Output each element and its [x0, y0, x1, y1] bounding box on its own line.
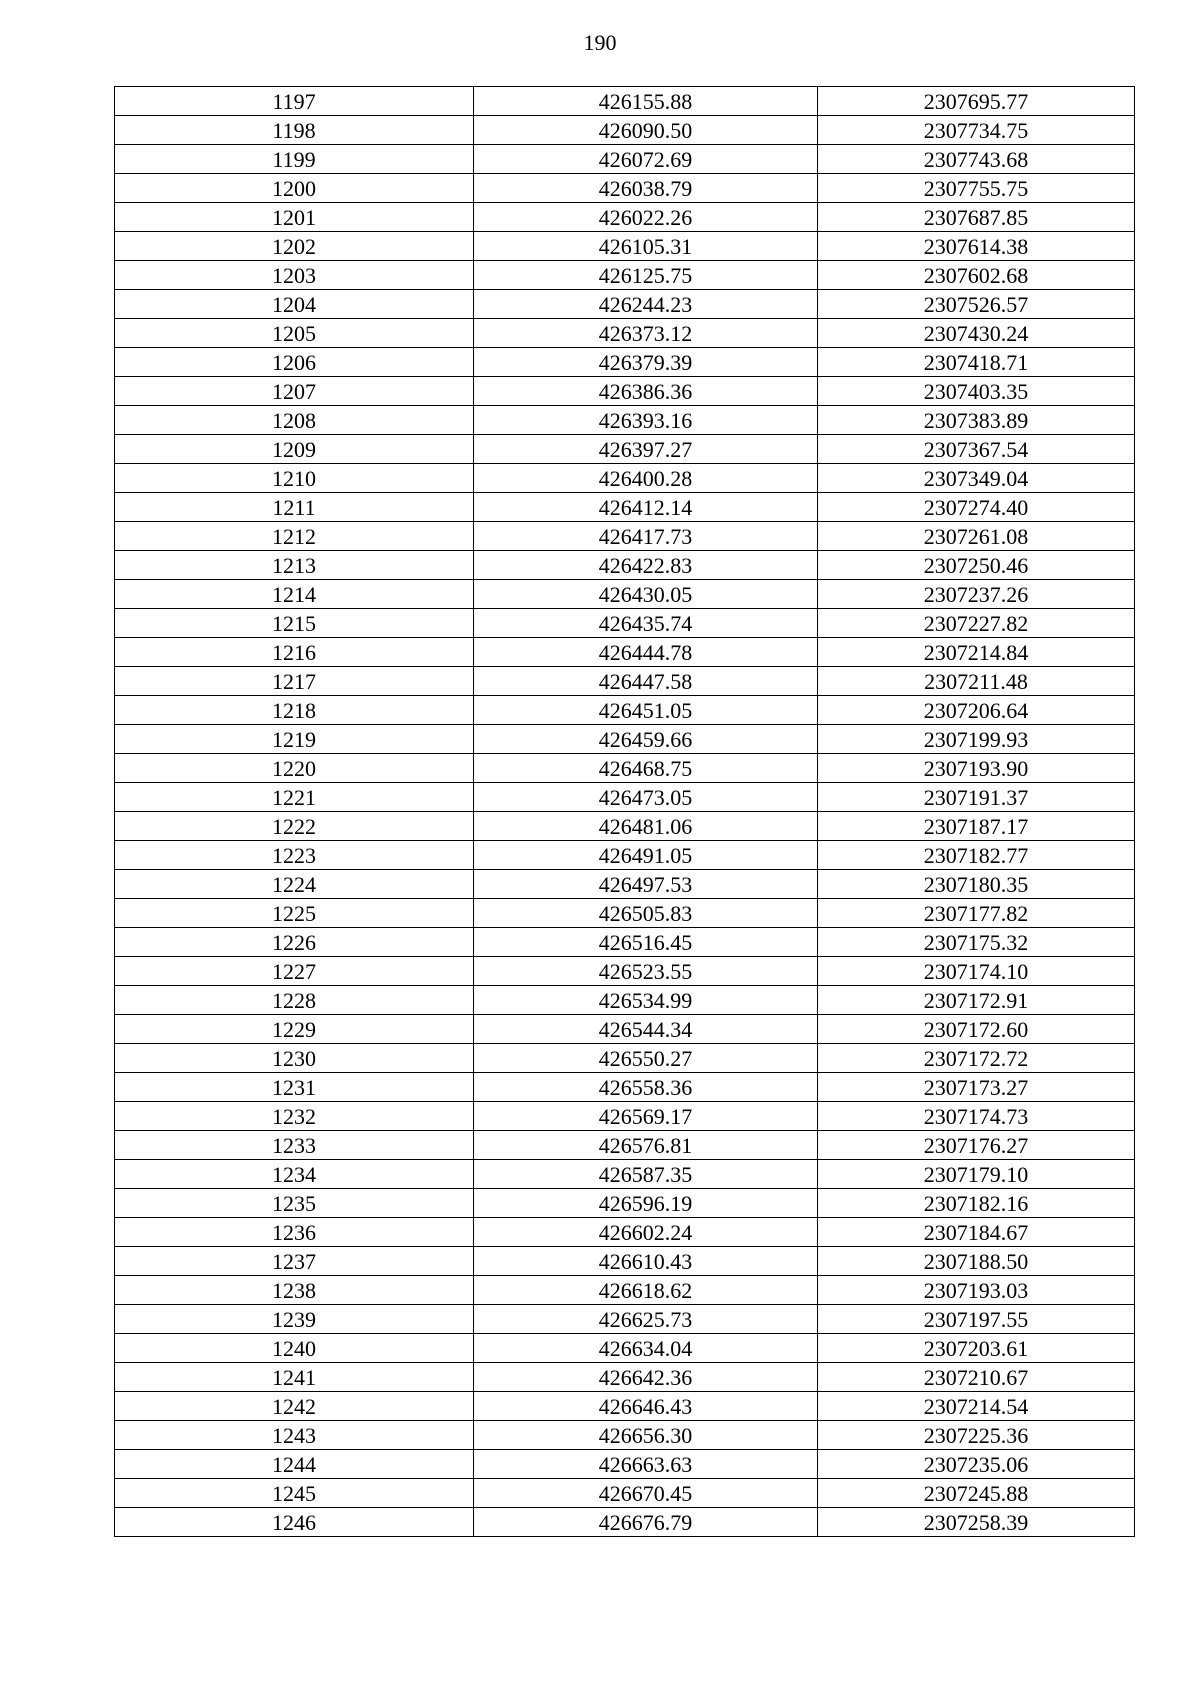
- x-coordinate-cell: 426642.36: [474, 1363, 818, 1392]
- table-row: [115, 812, 1135, 841]
- x-coordinate-cell: 426670.45: [474, 1479, 818, 1508]
- y-coordinate-cell: 2307349.04: [818, 464, 1135, 493]
- y-coordinate-cell: 2307214.54: [818, 1392, 1135, 1421]
- point-number-cell: 1239: [115, 1305, 474, 1334]
- y-coordinate-cell: 2307188.50: [818, 1247, 1135, 1276]
- table-row: [115, 203, 1135, 232]
- point-number-cell: 1236: [115, 1218, 474, 1247]
- y-coordinate-cell: 2307172.91: [818, 986, 1135, 1015]
- y-coordinate-cell: 2307602.68: [818, 261, 1135, 290]
- y-coordinate-cell: 2307191.37: [818, 783, 1135, 812]
- table-row: [115, 1218, 1135, 1247]
- point-number-cell: 1198: [115, 116, 474, 145]
- point-number-cell: 1221: [115, 783, 474, 812]
- y-coordinate-cell: 2307193.90: [818, 754, 1135, 783]
- y-coordinate-cell: 2307383.89: [818, 406, 1135, 435]
- table-row: [115, 754, 1135, 783]
- x-coordinate-cell: 426534.99: [474, 986, 818, 1015]
- y-coordinate-cell: 2307235.06: [818, 1450, 1135, 1479]
- x-coordinate-cell: 426569.17: [474, 1102, 818, 1131]
- table-row: [115, 1131, 1135, 1160]
- point-number-cell: 1234: [115, 1160, 474, 1189]
- y-coordinate-cell: 2307211.48: [818, 667, 1135, 696]
- y-coordinate-cell: 2307526.57: [818, 290, 1135, 319]
- point-number-cell: 1242: [115, 1392, 474, 1421]
- table-row: [115, 1102, 1135, 1131]
- y-coordinate-cell: 2307261.08: [818, 522, 1135, 551]
- point-number-cell: 1215: [115, 609, 474, 638]
- point-number-cell: 1243: [115, 1421, 474, 1450]
- point-number-cell: 1207: [115, 377, 474, 406]
- table-row: [115, 174, 1135, 203]
- page-number: 190: [583, 30, 617, 55]
- y-coordinate-cell: 2307197.55: [818, 1305, 1135, 1334]
- point-number-cell: 1233: [115, 1131, 474, 1160]
- table-row: [115, 783, 1135, 812]
- table-row: [115, 725, 1135, 754]
- point-number-cell: 1223: [115, 841, 474, 870]
- x-coordinate-cell: 426105.31: [474, 232, 818, 261]
- point-number-cell: 1224: [115, 870, 474, 899]
- point-number-cell: 1208: [115, 406, 474, 435]
- x-coordinate-cell: 426397.27: [474, 435, 818, 464]
- point-number-cell: 1238: [115, 1276, 474, 1305]
- table-row: [115, 522, 1135, 551]
- x-coordinate-cell: 426400.28: [474, 464, 818, 493]
- point-number-cell: 1209: [115, 435, 474, 464]
- table-row: [115, 1305, 1135, 1334]
- y-coordinate-cell: 2307199.93: [818, 725, 1135, 754]
- x-coordinate-cell: 426610.43: [474, 1247, 818, 1276]
- x-coordinate-cell: 426625.73: [474, 1305, 818, 1334]
- point-number-cell: 1205: [115, 319, 474, 348]
- point-number-cell: 1230: [115, 1044, 474, 1073]
- table-row: [115, 290, 1135, 319]
- point-number-cell: 1241: [115, 1363, 474, 1392]
- x-coordinate-cell: 426634.04: [474, 1334, 818, 1363]
- table-row: [115, 348, 1135, 377]
- table-row: [115, 696, 1135, 725]
- coordinates-table-body: [115, 87, 1135, 1537]
- x-coordinate-cell: 426459.66: [474, 725, 818, 754]
- y-coordinate-cell: 2307184.67: [818, 1218, 1135, 1247]
- y-coordinate-cell: 2307614.38: [818, 232, 1135, 261]
- point-number-cell: 1201: [115, 203, 474, 232]
- table-row: [115, 377, 1135, 406]
- y-coordinate-cell: 2307743.68: [818, 145, 1135, 174]
- point-number-cell: 1203: [115, 261, 474, 290]
- point-number-cell: 1232: [115, 1102, 474, 1131]
- point-number-cell: 1225: [115, 899, 474, 928]
- table-row: [115, 1189, 1135, 1218]
- point-number-cell: 1217: [115, 667, 474, 696]
- x-coordinate-cell: 426663.63: [474, 1450, 818, 1479]
- y-coordinate-cell: 2307430.24: [818, 319, 1135, 348]
- point-number-cell: 1227: [115, 957, 474, 986]
- table-row: [115, 493, 1135, 522]
- table-row: [115, 1073, 1135, 1102]
- x-coordinate-cell: 426417.73: [474, 522, 818, 551]
- table-row: [115, 435, 1135, 464]
- y-coordinate-cell: 2307237.26: [818, 580, 1135, 609]
- y-coordinate-cell: 2307175.32: [818, 928, 1135, 957]
- point-number-cell: 1216: [115, 638, 474, 667]
- point-number-cell: 1226: [115, 928, 474, 957]
- y-coordinate-cell: 2307173.27: [818, 1073, 1135, 1102]
- point-number-cell: 1206: [115, 348, 474, 377]
- table-row: [115, 609, 1135, 638]
- y-coordinate-cell: 2307755.75: [818, 174, 1135, 203]
- y-coordinate-cell: 2307193.03: [818, 1276, 1135, 1305]
- x-coordinate-cell: 426523.55: [474, 957, 818, 986]
- table-row: [115, 1479, 1135, 1508]
- x-coordinate-cell: 426550.27: [474, 1044, 818, 1073]
- x-coordinate-cell: 426435.74: [474, 609, 818, 638]
- y-coordinate-cell: 2307210.67: [818, 1363, 1135, 1392]
- table-row: [115, 1421, 1135, 1450]
- coordinates-table: [114, 86, 1135, 1537]
- point-number-cell: 1222: [115, 812, 474, 841]
- table-row: [115, 1276, 1135, 1305]
- x-coordinate-cell: 426444.78: [474, 638, 818, 667]
- table-row: [115, 638, 1135, 667]
- y-coordinate-cell: 2307245.88: [818, 1479, 1135, 1508]
- y-coordinate-cell: 2307174.10: [818, 957, 1135, 986]
- point-number-cell: 1237: [115, 1247, 474, 1276]
- x-coordinate-cell: 426090.50: [474, 116, 818, 145]
- table-row: [115, 580, 1135, 609]
- x-coordinate-cell: 426596.19: [474, 1189, 818, 1218]
- point-number-cell: 1199: [115, 145, 474, 174]
- table-row: [115, 667, 1135, 696]
- x-coordinate-cell: 426038.79: [474, 174, 818, 203]
- y-coordinate-cell: 2307174.73: [818, 1102, 1135, 1131]
- x-coordinate-cell: 426412.14: [474, 493, 818, 522]
- x-coordinate-cell: 426558.36: [474, 1073, 818, 1102]
- table-row: [115, 1247, 1135, 1276]
- point-number-cell: 1231: [115, 1073, 474, 1102]
- table-row: [115, 116, 1135, 145]
- x-coordinate-cell: 426576.81: [474, 1131, 818, 1160]
- y-coordinate-cell: 2307172.72: [818, 1044, 1135, 1073]
- y-coordinate-cell: 2307258.39: [818, 1508, 1135, 1537]
- y-coordinate-cell: 2307274.40: [818, 493, 1135, 522]
- x-coordinate-cell: 426618.62: [474, 1276, 818, 1305]
- y-coordinate-cell: 2307695.77: [818, 87, 1135, 116]
- y-coordinate-cell: 2307734.75: [818, 116, 1135, 145]
- x-coordinate-cell: 426656.30: [474, 1421, 818, 1450]
- table-row: [115, 464, 1135, 493]
- x-coordinate-cell: 426386.36: [474, 377, 818, 406]
- y-coordinate-cell: 2307225.36: [818, 1421, 1135, 1450]
- x-coordinate-cell: 426379.39: [474, 348, 818, 377]
- table-row: [115, 1015, 1135, 1044]
- y-coordinate-cell: 2307176.27: [818, 1131, 1135, 1160]
- y-coordinate-cell: 2307403.35: [818, 377, 1135, 406]
- y-coordinate-cell: 2307418.71: [818, 348, 1135, 377]
- x-coordinate-cell: 426544.34: [474, 1015, 818, 1044]
- x-coordinate-cell: 426468.75: [474, 754, 818, 783]
- y-coordinate-cell: 2307227.82: [818, 609, 1135, 638]
- point-number-cell: 1246: [115, 1508, 474, 1537]
- point-number-cell: 1240: [115, 1334, 474, 1363]
- table-row: [115, 232, 1135, 261]
- y-coordinate-cell: 2307182.77: [818, 841, 1135, 870]
- point-number-cell: 1214: [115, 580, 474, 609]
- x-coordinate-cell: 426481.06: [474, 812, 818, 841]
- table-row: [115, 986, 1135, 1015]
- y-coordinate-cell: 2307179.10: [818, 1160, 1135, 1189]
- y-coordinate-cell: 2307172.60: [818, 1015, 1135, 1044]
- table-row: [115, 957, 1135, 986]
- y-coordinate-cell: 2307367.54: [818, 435, 1135, 464]
- point-number-cell: 1211: [115, 493, 474, 522]
- x-coordinate-cell: 426451.05: [474, 696, 818, 725]
- x-coordinate-cell: 426602.24: [474, 1218, 818, 1247]
- y-coordinate-cell: 2307177.82: [818, 899, 1135, 928]
- x-coordinate-cell: 426155.88: [474, 87, 818, 116]
- table-row: [115, 87, 1135, 116]
- table-row: [115, 841, 1135, 870]
- x-coordinate-cell: 426676.79: [474, 1508, 818, 1537]
- y-coordinate-cell: 2307180.35: [818, 870, 1135, 899]
- x-coordinate-cell: 426422.83: [474, 551, 818, 580]
- table-row: [115, 145, 1135, 174]
- x-coordinate-cell: 426491.05: [474, 841, 818, 870]
- point-number-cell: 1204: [115, 290, 474, 319]
- point-number-cell: 1197: [115, 87, 474, 116]
- x-coordinate-cell: 426516.45: [474, 928, 818, 957]
- table-row: [115, 870, 1135, 899]
- point-number-cell: 1235: [115, 1189, 474, 1218]
- point-number-cell: 1200: [115, 174, 474, 203]
- x-coordinate-cell: 426497.53: [474, 870, 818, 899]
- point-number-cell: 1220: [115, 754, 474, 783]
- y-coordinate-cell: 2307214.84: [818, 638, 1135, 667]
- y-coordinate-cell: 2307182.16: [818, 1189, 1135, 1218]
- table-row: [115, 1044, 1135, 1073]
- table-row: [115, 1160, 1135, 1189]
- x-coordinate-cell: 426022.26: [474, 203, 818, 232]
- point-number-cell: 1213: [115, 551, 474, 580]
- point-number-cell: 1219: [115, 725, 474, 754]
- y-coordinate-cell: 2307187.17: [818, 812, 1135, 841]
- table-row: [115, 899, 1135, 928]
- table-row: [115, 1508, 1135, 1537]
- point-number-cell: 1202: [115, 232, 474, 261]
- y-coordinate-cell: 2307250.46: [818, 551, 1135, 580]
- x-coordinate-cell: 426447.58: [474, 667, 818, 696]
- x-coordinate-cell: 426373.12: [474, 319, 818, 348]
- point-number-cell: 1218: [115, 696, 474, 725]
- table-row: [115, 1363, 1135, 1392]
- point-number-cell: 1210: [115, 464, 474, 493]
- table-row: [115, 261, 1135, 290]
- point-number-cell: 1244: [115, 1450, 474, 1479]
- y-coordinate-cell: 2307687.85: [818, 203, 1135, 232]
- table-row: [115, 551, 1135, 580]
- table-row: [115, 1392, 1135, 1421]
- table-row: [115, 1450, 1135, 1479]
- x-coordinate-cell: 426473.05: [474, 783, 818, 812]
- x-coordinate-cell: 426072.69: [474, 145, 818, 174]
- x-coordinate-cell: 426125.75: [474, 261, 818, 290]
- x-coordinate-cell: 426587.35: [474, 1160, 818, 1189]
- x-coordinate-cell: 426646.43: [474, 1392, 818, 1421]
- x-coordinate-cell: 426430.05: [474, 580, 818, 609]
- point-number-cell: 1245: [115, 1479, 474, 1508]
- table-row: [115, 1334, 1135, 1363]
- point-number-cell: 1228: [115, 986, 474, 1015]
- x-coordinate-cell: 426505.83: [474, 899, 818, 928]
- point-number-cell: 1212: [115, 522, 474, 551]
- table-row: [115, 928, 1135, 957]
- table-row: [115, 319, 1135, 348]
- x-coordinate-cell: 426393.16: [474, 406, 818, 435]
- x-coordinate-cell: 426244.23: [474, 290, 818, 319]
- point-number-cell: 1229: [115, 1015, 474, 1044]
- y-coordinate-cell: 2307203.61: [818, 1334, 1135, 1363]
- table-row: [115, 406, 1135, 435]
- y-coordinate-cell: 2307206.64: [818, 696, 1135, 725]
